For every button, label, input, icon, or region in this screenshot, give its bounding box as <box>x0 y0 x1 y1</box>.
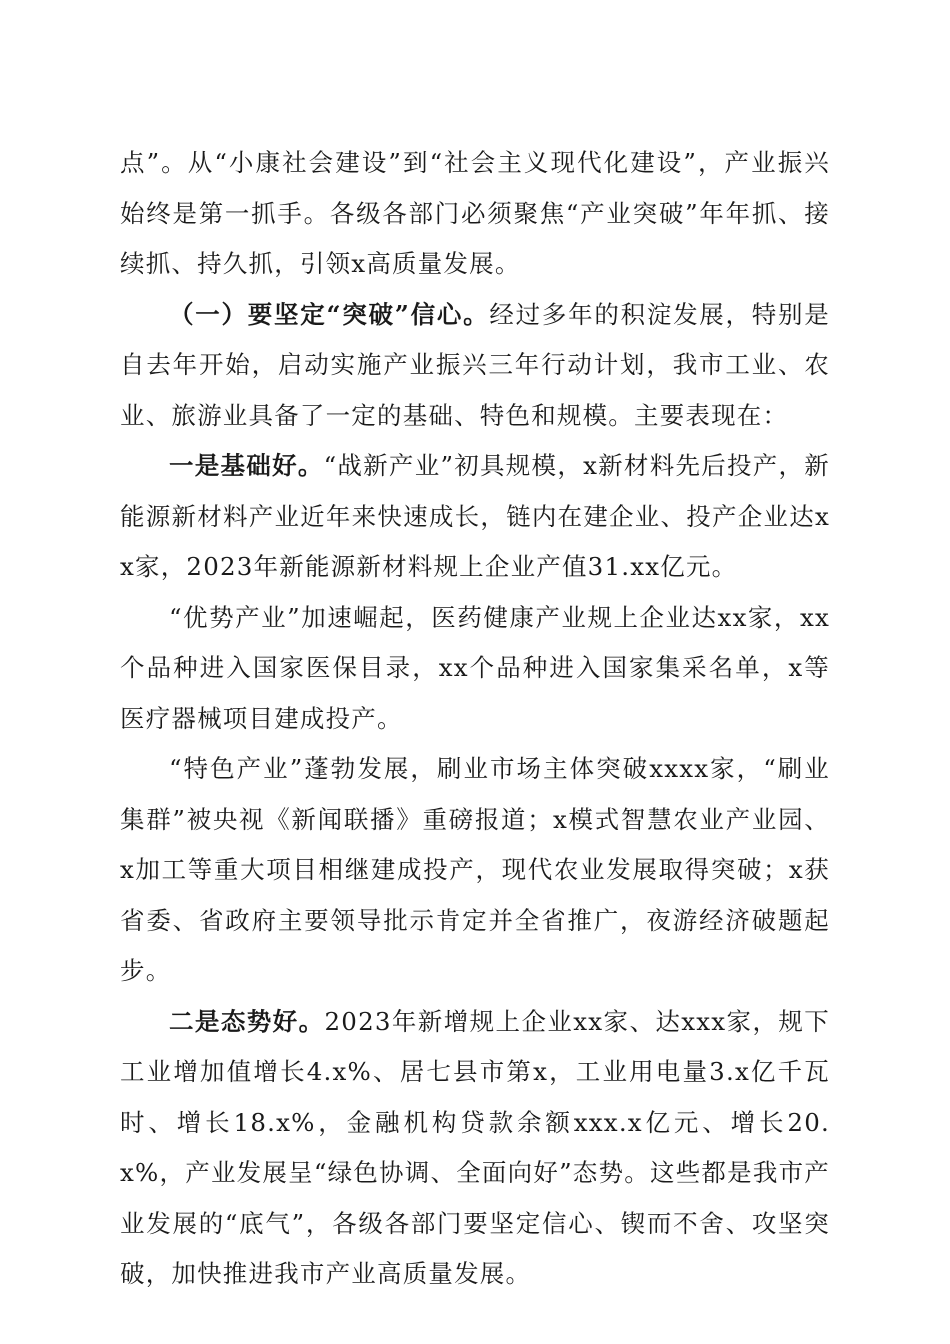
point-heading: 一是基础好。 <box>169 451 324 480</box>
paragraph-text: “特色产业”蓬勃发展，刷业市场主体突破xxxx家，“刷业集群”被央视《新闻联播》重磅报道；x模式智慧农业产业园、x加工等重大项目相继建成投产，现代农业发展取得突破；x获省委、省政府主要领导批示肯定并全省推广，夜游经济破题起步。 <box>120 754 830 985</box>
paragraph-text: 2023年新增规上企业xx家、达xxx家，规下工业增加值增长4.x%、居七县市第x，工业用电量3.x亿千瓦时、增长18.x%，金融机构贷款余额xxx.x亿元、增长20.x%，产业发展呈“绿色协调、全面向好”态势。这些都是我市产业发展的“底气”，各级各部门要坚定信心、锲而不舍、攻坚突破，加快推进我市产业高质量发展。 <box>120 1006 830 1288</box>
paragraph-section-one <box>120 290 830 442</box>
point-heading: 二是态势好。 <box>169 1006 325 1036</box>
paragraph-advantage-industry <box>120 593 830 745</box>
paragraph-featured-industry <box>120 744 830 997</box>
paragraph-momentum <box>120 997 830 1300</box>
paragraph-text: “优势产业”加速崛起，医药健康产业规上企业达xx家，xx个品种进入国家医保目录，xx个品种进入国家集采名单，x等医疗器械项目建成投产。 <box>120 602 830 733</box>
paragraph-continuation <box>120 138 830 290</box>
paragraph-foundation <box>120 441 830 593</box>
section-heading: （一）要坚定“突破”信心。 <box>169 299 490 329</box>
paragraph-text: 经过多年的积淀发展，特别是自去年开始，启动实施产业振兴三年行动计划，我市工业、农业、旅游业具备了一定的基础、特色和规模。主要表现在： <box>120 299 830 430</box>
document-body <box>120 138 830 1300</box>
paragraph-text: “战新产业”初具规模，x新材料先后投产，新能源新材料产业近年来快速成长，链内在建企业、投产企业达xx家，2023年新能源新材料规上企业产值31.xx亿元。 <box>120 451 830 581</box>
paragraph-text: 点”。从“小康社会建设”到“社会主义现代化建设”，产业振兴始终是第一抓手。各级各部门必须聚焦“产业突破”年年抓、接续抓、持久抓，引领x高质量发展。 <box>120 148 830 278</box>
